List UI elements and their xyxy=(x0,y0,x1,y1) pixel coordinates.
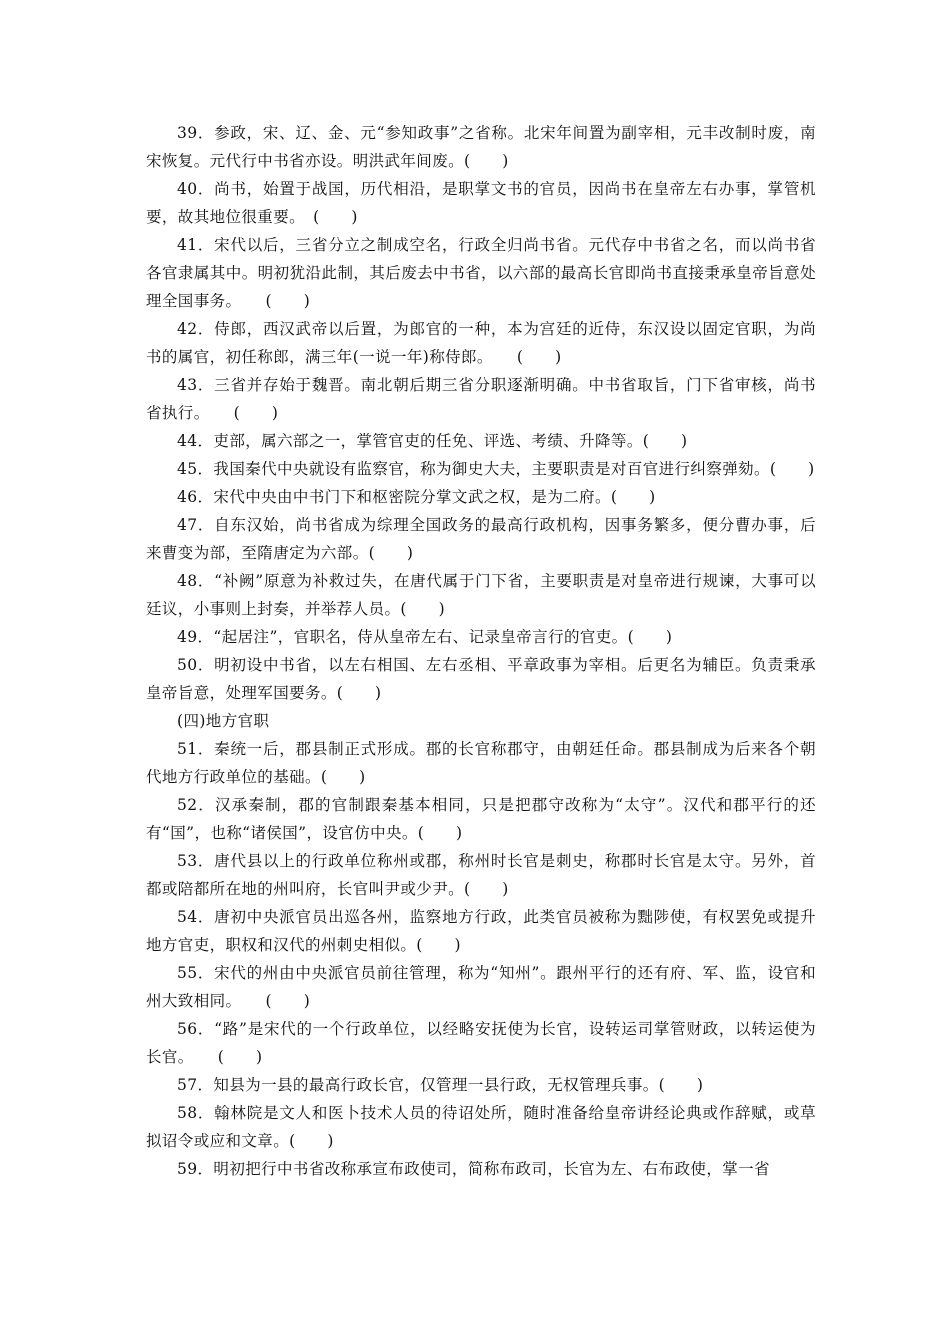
question-42: 42．侍郎，西汉武帝以后置，为郎官的一种，本为宫廷的近侍，东汉设以固定官职，为尚书的属官，初任称郎，满三年(一说一年)称侍郎。 ( ) xyxy=(146,320,816,366)
question-46: 46．宋代中央由中书门下和枢密院分掌文武之权，是为二府。( ) xyxy=(177,488,656,506)
question-58: 58．翰林院是文人和医卜技术人员的待诏处所，随时准备给皇帝讲经论典或作辞赋，或草拟诏令或应和文章。( ) xyxy=(146,1104,816,1150)
question-41: 41．宋代以后，三省分立之制成空名，行政全归尚书省。元代存中书省之名，而以尚书省各官隶属其中。明初犹沿此制，其后废去中书省，以六部的最高长官即尚书直接秉承皇帝旨意处理全国事务。 ( ) xyxy=(146,236,816,310)
section-heading: (四)地方官职 xyxy=(177,712,270,730)
question-45: 45．我国秦代中央就设有监察官，称为御史大夫，主要职责是对百官进行纠察弹劾。( ) xyxy=(177,460,815,478)
question-51: 51．秦统一后，郡县制正式形成。郡的长官称郡守，由朝廷任命。郡县制成为后来各个朝代地方行政单位的基础。( ) xyxy=(146,740,816,786)
question-49: 49．“起居注”，官职名，侍从皇帝左右、记录皇帝言行的官吏。( ) xyxy=(177,628,673,646)
question-52: 52．汉承秦制，郡的官制跟秦基本相同，只是把郡守改称为“太守”。汉代和郡平行的还有“国”，也称“诸侯国”，设官仿中央。( ) xyxy=(146,796,816,842)
question-57: 57．知县为一县的最高行政长官，仅管理一县行政，无权管理兵事。( ) xyxy=(177,1076,704,1094)
question-39: 39．参政，宋、辽、金、元“参知政事”之省称。北宋年间置为副宰相，元丰改制时废，南宋恢复。元代行中书省亦设。明洪武年间废。( ) xyxy=(146,124,816,170)
question-43: 43．三省并存始于魏晋。南北朝后期三省分职逐渐明确。中书省取旨，门下省审核，尚书省执行。 ( ) xyxy=(146,376,816,422)
question-40: 40．尚书，始置于战国，历代相沿，是职掌文书的官员，因尚书在皇帝左右办事，掌管机要，故其地位很重要。 ( ) xyxy=(146,180,816,226)
question-50: 50．明初设中书省，以左右相国、左右丞相、平章政事为宰相。后更名为辅臣。负责秉承皇帝旨意，处理军国要务。( ) xyxy=(146,656,816,702)
question-54: 54．唐初中央派官员出巡各州，监察地方行政，此类官员被称为黜陟使，有权罢免或提升地方官吏，职权和汉代的州刺史相似。( ) xyxy=(146,908,816,954)
question-56: 56．“路”是宋代的一个行政单位，以经略安抚使为长官，设转运司掌管财政，以转运使为长官。 ( ) xyxy=(146,1020,816,1066)
question-59: 59．明初把行中书省改称承宣布政使司，简称布政司，长官为左、右布政使，掌一省 xyxy=(177,1160,770,1178)
document-body xyxy=(146,119,816,1183)
question-47: 47．自东汉始，尚书省成为综理全国政务的最高行政机构，因事务繁多，便分曹办事，后来曹变为部，至隋唐定为六部。( ) xyxy=(146,516,816,562)
question-48: 48．“补阙”原意为补救过失，在唐代属于门下省，主要职责是对皇帝进行规谏，大事可以廷议，小事则上封奏，并举荐人员。( ) xyxy=(146,572,816,618)
question-55: 55．宋代的州由中央派官员前往管理，称为“知州”。跟州平行的还有府、军、监，设官和州大致相同。 ( ) xyxy=(146,964,816,1010)
question-53: 53．唐代县以上的行政单位称州或郡，称州时长官是刺史，称郡时长官是太守。另外，首都或陪都所在地的州叫府，长官叫尹或少尹。( ) xyxy=(146,852,816,898)
question-44: 44．吏部，属六部之一，掌管官吏的任免、评选、考绩、升降等。( ) xyxy=(177,432,688,450)
